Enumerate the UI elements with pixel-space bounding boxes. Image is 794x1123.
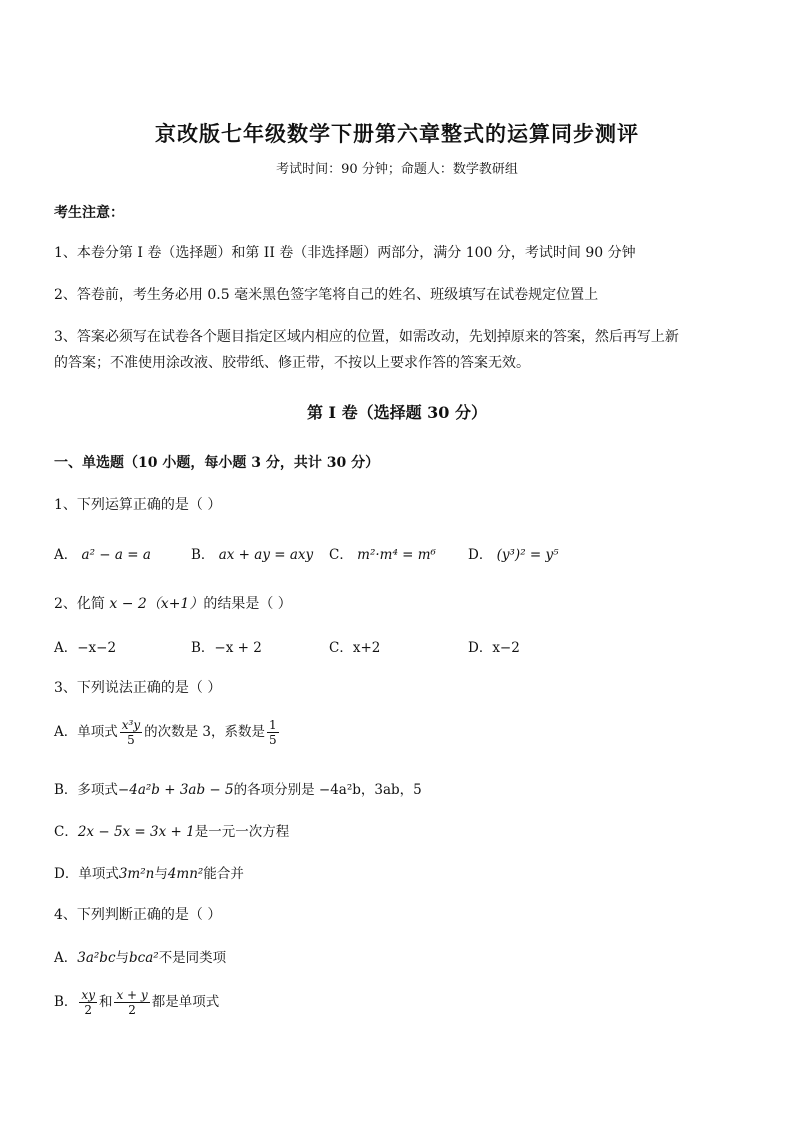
q2-option-d[interactable]: D．x−2: [468, 640, 520, 656]
q4-b-fraction-2: [114, 988, 149, 1017]
q2-stem: [54, 593, 292, 613]
q3-d-expr1: 3m²n: [118, 866, 155, 882]
q4-a-expr2: bca²: [129, 950, 159, 966]
q3-d-expr2: 4mn²: [167, 866, 204, 882]
q3-a-fraction: [120, 718, 142, 747]
q4-stem: 4、下列判断正确的是（ ）: [54, 907, 222, 923]
q2-stem-expr: x − 2（x+1）: [109, 596, 204, 612]
q4-a-expr1: 3a²bc: [77, 950, 116, 966]
page-subtitle: 考试时间：90 分钟；命题人：数学教研组: [276, 162, 518, 177]
q3-a-frac2-den: 5: [269, 733, 277, 747]
q3-a-frac2-num: 1: [269, 718, 277, 732]
q3-a-pre: A．单项式: [54, 724, 118, 740]
q2-option-a[interactable]: A．−x−2: [54, 640, 117, 656]
q3-a-frac-den: 5: [127, 733, 135, 747]
q3-c-expr: 2x − 5x = 3x + 1: [77, 824, 195, 840]
q4-a-post: 不是同类项: [158, 950, 227, 966]
notice-item-3: 3、答案必须写在试卷各个题目指定区域内相应的位置，如需改动，先划掉原来的答案，然后再写上新: [54, 329, 679, 345]
q3-option-d[interactable]: [54, 862, 244, 882]
q4-option-a[interactable]: [54, 946, 226, 966]
q3-a-frac-num: x³y: [121, 718, 141, 732]
section-heading: 一、单选题（10 小题，每小题 3 分，共计 30 分）: [54, 455, 380, 471]
q2-stem-pre: 2、化简: [54, 596, 110, 612]
q1-option-d[interactable]: [468, 543, 559, 563]
q1-stem: 1、下列运算正确的是（ ）: [54, 497, 222, 513]
q3-option-a[interactable]: [54, 718, 281, 747]
q4-b-frac2-num: x + y: [116, 988, 148, 1002]
q4-b-mid: 和: [98, 994, 113, 1010]
q4-option-b[interactable]: [54, 988, 219, 1017]
q3-b-expr: −4a²b + 3ab − 5: [117, 782, 234, 798]
q1-d-expr: (y³)² = y⁵: [496, 547, 559, 563]
q1-a-expr: a² − a = a: [81, 547, 151, 563]
q3-b-pre: B．多项式: [54, 782, 118, 798]
q1-c-expr: m²·m⁴ = m⁶: [357, 547, 436, 563]
notice-item-2: 2、答卷前，考生务必用 0.5 毫米黑色签字笔将自己的姓名、班级填写在试卷规定位置上: [54, 287, 599, 303]
notice-item-3-cont: 的答案；不准使用涂改液、胶带纸、修正带，不按以上要求作答的答案无效。: [54, 355, 530, 371]
part1-title: 第 I 卷（选择题 30 分）: [306, 403, 488, 422]
q4-b-frac-den: 2: [84, 1003, 93, 1017]
q3-option-c[interactable]: [54, 820, 289, 840]
q3-c-post: 是一元一次方程: [194, 824, 290, 840]
q3-d-pre: D．单项式: [54, 866, 119, 882]
q4-b-post: 都是单项式: [151, 994, 220, 1010]
notice-heading: 考生注意：: [54, 205, 124, 221]
q3-d-mid: 与: [154, 866, 168, 882]
q2-option-c[interactable]: C．x+2: [329, 640, 381, 656]
q1-option-a[interactable]: [54, 543, 151, 563]
q1-d-label: D．: [468, 547, 493, 563]
q1-c-label: C．: [329, 547, 353, 563]
q2-option-b[interactable]: B．−x + 2: [191, 640, 262, 656]
q1-b-expr: ax + ay = axy: [218, 547, 314, 563]
q1-option-c[interactable]: [329, 543, 436, 563]
q3-b-post: 的各项分别是 −4a²b，3ab，5: [233, 782, 422, 798]
q4-b-frac-num: xy: [81, 988, 95, 1002]
q3-a-fraction-2: [267, 718, 279, 747]
q4-b-pre: B．: [54, 994, 78, 1010]
q2-stem-post: 的结果是（ ）: [203, 596, 292, 612]
q1-a-label: A．: [54, 547, 78, 563]
notice-item-1: 1、本卷分第 I 卷（选择题）和第 II 卷（非选择题）两部分，满分 100 分，考试时间 90 分钟: [54, 245, 636, 261]
q3-d-post: 能合并: [203, 866, 244, 882]
q1-b-label: B．: [191, 547, 215, 563]
q3-stem: 3、下列说法正确的是（ ）: [54, 680, 222, 696]
q3-a-mid: 的次数是 3，系数是: [144, 724, 265, 740]
q4-b-fraction: [79, 988, 97, 1017]
q1-option-b[interactable]: [191, 543, 313, 563]
page-title: 京改版七年级数学下册第六章整式的运算同步测评: [155, 121, 639, 146]
q3-c-pre: C．: [54, 824, 78, 840]
q4-a-pre: A．: [54, 950, 78, 966]
q4-a-mid: 与: [115, 950, 130, 966]
q4-b-frac2-den: 2: [128, 1003, 136, 1017]
q3-option-b[interactable]: [54, 778, 422, 798]
